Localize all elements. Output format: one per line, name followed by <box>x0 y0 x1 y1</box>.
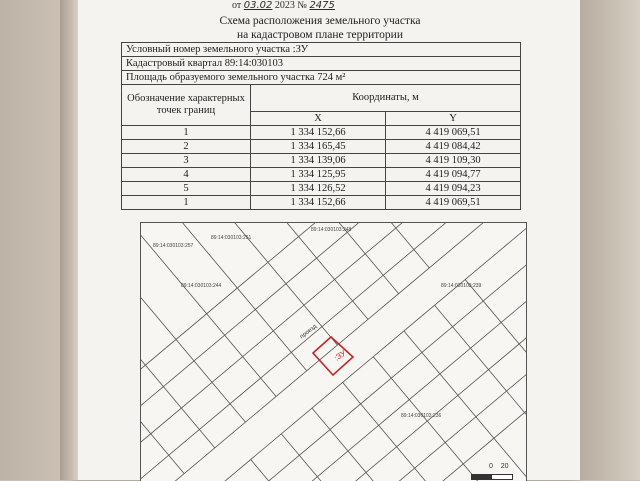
point-y: 4 419 094,23 <box>386 182 521 196</box>
column-header-points: Обозначение характерных точек границ <box>122 85 251 126</box>
point-number: 1 <box>122 196 251 210</box>
header-number-sign: № <box>297 0 307 11</box>
table-row <box>122 43 521 57</box>
map-point-label: 89:14:030103:239 <box>441 283 482 289</box>
scale-zero: 0 <box>489 463 493 470</box>
point-x: 1 334 125,95 <box>251 168 386 182</box>
conditional-number: Условный номер земельного участка :ЗУ <box>122 43 521 57</box>
map-point-label: 89:14:030103:251 <box>211 235 252 241</box>
scale-bar <box>471 474 513 480</box>
column-header-y: Y <box>386 112 521 126</box>
scale-label <box>489 463 508 470</box>
point-y: 4 419 069,51 <box>386 126 521 140</box>
table-row <box>122 85 521 112</box>
point-y: 4 419 069,51 <box>386 196 521 210</box>
cadastral-quarter: Кадастровый квартал 89:14:030103 <box>122 57 521 71</box>
table-row <box>122 182 521 196</box>
header-number: 2475 <box>309 0 335 11</box>
desk-right <box>580 0 640 480</box>
desk-left <box>0 0 60 480</box>
map-point-label: 89:14:030103:244 <box>181 283 222 289</box>
map-point-label: 89:14:030103:248 <box>311 227 352 233</box>
document-header <box>232 0 335 11</box>
column-header-coords: Координаты, м <box>251 85 521 112</box>
document-subtitle: на кадастровом плане территории <box>236 29 403 41</box>
point-number: 4 <box>122 168 251 182</box>
cadastral-map <box>140 222 527 481</box>
parcel-area: Площадь образуемого земельного участка 724 м² <box>122 71 521 85</box>
point-y: 4 419 094,77 <box>386 168 521 182</box>
point-x: 1 334 165,45 <box>251 140 386 154</box>
point-number: 5 <box>122 182 251 196</box>
point-x: 1 334 152,66 <box>251 196 386 210</box>
parcel-label: :ЗУ <box>332 348 348 363</box>
header-prefix: от <box>232 0 242 11</box>
header-date: 03.02 <box>243 0 273 11</box>
point-x: 1 334 139,06 <box>251 154 386 168</box>
map-point-label: 89:14:030103:236 <box>401 413 442 419</box>
scale-twenty: 20 <box>500 463 509 470</box>
table-row <box>122 71 521 85</box>
point-x: 1 334 126,52 <box>251 182 386 196</box>
table-row <box>122 196 521 210</box>
point-x: 1 334 152,66 <box>251 126 386 140</box>
table-row <box>122 168 521 182</box>
point-number: 1 <box>122 126 251 140</box>
point-number: 3 <box>122 154 251 168</box>
table-row <box>122 57 521 71</box>
point-y: 4 419 084,42 <box>386 140 521 154</box>
point-y: 4 419 109,30 <box>386 154 521 168</box>
document-title: Схема расположения земельного участка <box>219 15 421 27</box>
column-header-x: X <box>251 112 386 126</box>
point-number: 2 <box>122 140 251 154</box>
coordinates-table <box>121 42 521 210</box>
table-row <box>122 126 521 140</box>
map-point-label: 89:14:030103:257 <box>153 243 194 249</box>
table-row <box>122 154 521 168</box>
header-year: 2023 <box>274 0 295 11</box>
map-drawing <box>141 223 526 481</box>
table-row <box>122 140 521 154</box>
road-label: проезд <box>299 323 319 341</box>
